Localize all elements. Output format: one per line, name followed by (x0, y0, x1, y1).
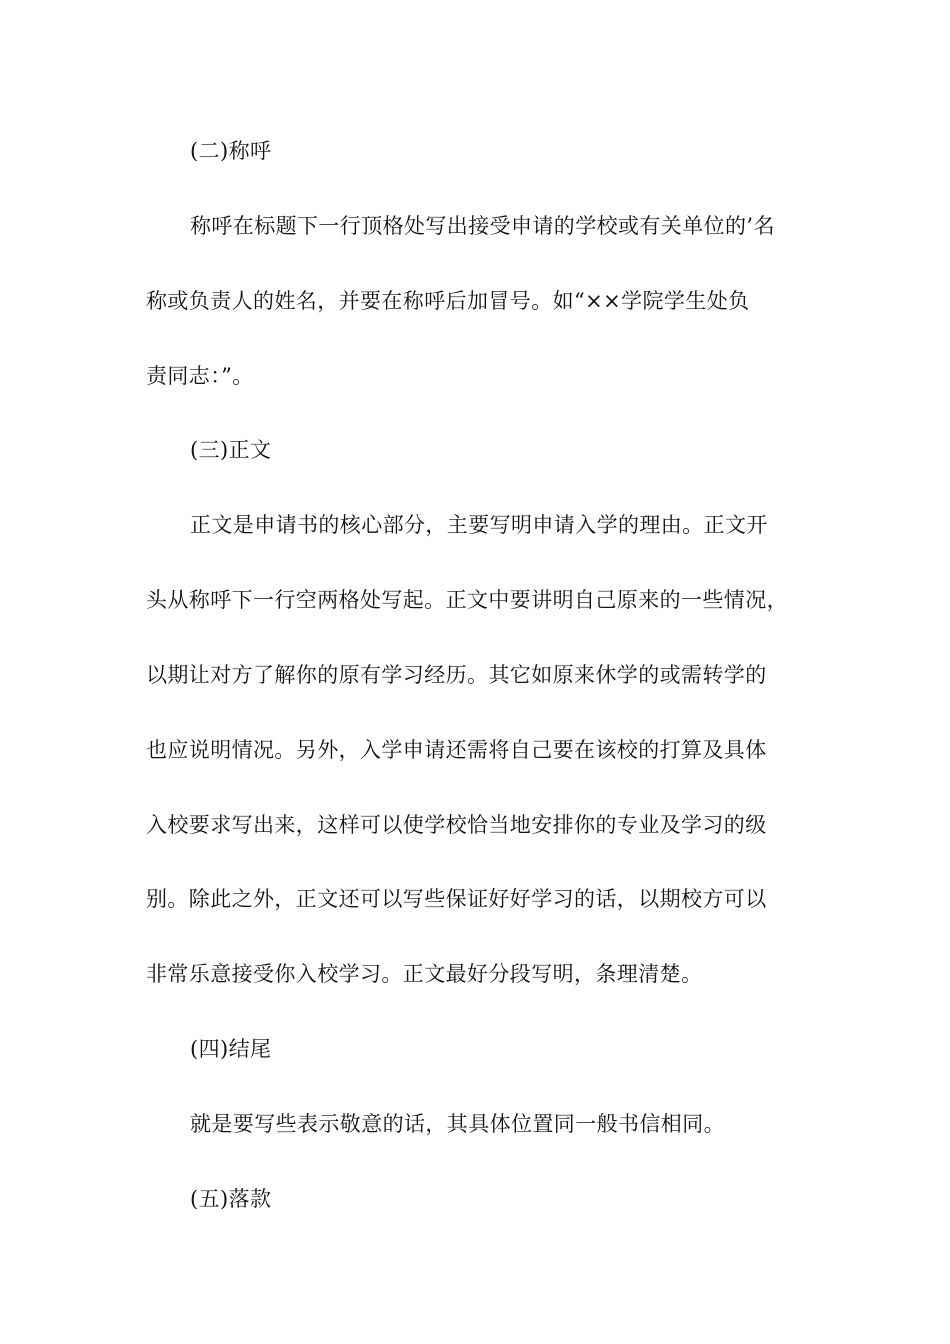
paragraph-line: 非常乐意接受你入校学习。正文最好分段写明，条理清楚。 (146, 962, 703, 986)
paragraph-line: 头从称呼下一行空两格处写起。正文中要讲明自己原来的一些情况， (146, 588, 788, 612)
paragraph-line: 正文是申请书的核心部分，主要写明申请入学的理由。正文开 (190, 513, 768, 537)
section-heading-closing: (四)结尾 (190, 1037, 272, 1061)
section-heading-salutation: (二)称呼 (190, 139, 272, 163)
paragraph-line: 称或负责人的姓名，并要在称呼后加冒号。如“××学院学生处负 (146, 289, 750, 313)
section-heading-signature: (五)落款 (190, 1187, 272, 1211)
paragraph-line: 称呼在标题下一行顶格处写出接受申请的学校或有关单位的’名 (190, 214, 775, 238)
paragraph-line: 就是要写些表示敬意的话，其具体位置同一般书信相同。 (190, 1112, 725, 1136)
paragraph-line: 以期让对方了解你的原有学习经历。其它如原来休学的或需转学的 (146, 663, 767, 687)
paragraph-line: 别。除此之外，正文还可以写些保证好好学习的话，以期校方可以 (146, 887, 767, 911)
paragraph-line: 也应说明情况。另外，入学申请还需将自己要在该校的打算及具体 (146, 738, 767, 762)
paragraph-line: 入校要求写出来，这样可以使学校恰当地安排你的专业及学习的级 (146, 813, 767, 837)
section-heading-body: (三)正文 (190, 438, 272, 462)
paragraph-line: 责同志：”。 (146, 364, 254, 388)
